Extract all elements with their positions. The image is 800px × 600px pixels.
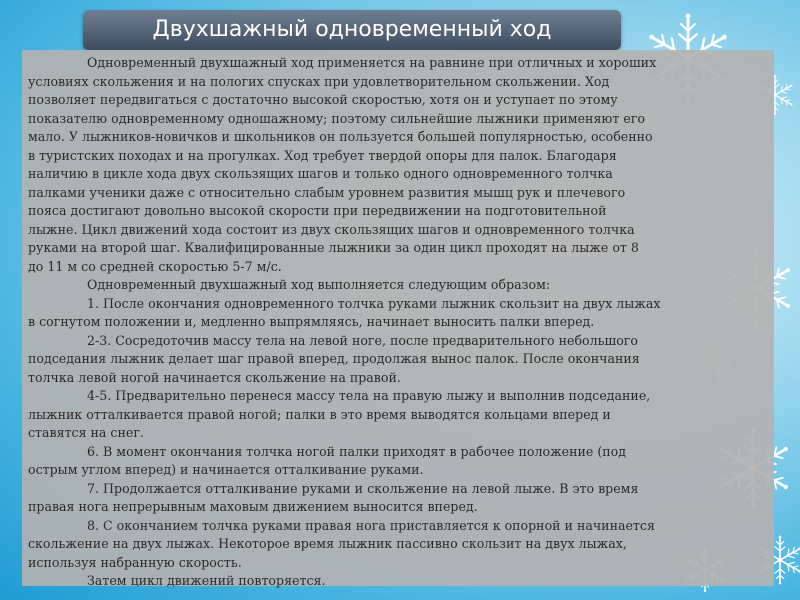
text-line: 4-5. Предварительно перенеся массу тела на правую лыжу и выполнив подседание, bbox=[87, 388, 651, 403]
text-line: лыжник отталкивается правой ногой; палки в это время выводятся кольцами вперед и bbox=[28, 407, 611, 422]
text-line: толчка левой ногой начинается скольжение на правой. bbox=[28, 370, 401, 385]
text-line: Одновременный двухшажный ход применяется на равнине при отличных и хороших bbox=[87, 55, 657, 70]
text-line: условиях скольжения и на пологих спусках при удовлетворительном скольжении. Ход bbox=[28, 74, 610, 89]
text-line: показателю одновременному одношажному; поэтому сильнейшие лыжники применяют его bbox=[28, 111, 645, 126]
text-line: подседания лыжник делает шаг правой вперед, продолжая вынос палок. После окончания bbox=[28, 351, 640, 366]
text-line: в согнутом положении и, медленно выпрямляясь, начинает выносить палки вперед. bbox=[28, 314, 595, 329]
text-line: руками на второй шаг. Квалифицированные лыжники за один цикл проходят на лыже от 8 bbox=[28, 240, 639, 255]
text-line: позволяет передвигаться с достаточно высокой скоростью, хотя он и уступает по этому bbox=[28, 92, 618, 107]
text-line: лыжне. Цикл движений хода состоит из двух скользящих шагов и одновременного толчка bbox=[28, 222, 635, 237]
text-line: палками ученики даже с относительно слабым уровнем развития мышц рук и плечевого bbox=[28, 185, 626, 200]
text-line: 7. Продолжается отталкивание руками и скольжение на левой лыже. В это время bbox=[87, 481, 639, 496]
text-line: ставятся на снег. bbox=[28, 425, 144, 440]
text-line: правая нога непрерывным маховым движением выносится вперед. bbox=[28, 499, 478, 514]
title-bar bbox=[83, 10, 621, 50]
text-line: Одновременный двухшажный ход выполняется следующим образом: bbox=[87, 277, 551, 292]
text-line: пояса достигают довольно высокой скорости при передвижении на подготовительной bbox=[28, 203, 607, 218]
text-line: Затем цикл движений повторяется. bbox=[87, 573, 326, 588]
text-line: 6. В момент окончания толчка ногой палки приходят в рабочее положение (под bbox=[87, 444, 626, 459]
slide-title: Двухшажный одновременный ход bbox=[152, 17, 552, 42]
text-line: в туристских походах и на прогулках. Ход требует твердой опоры для палок. Благодаря bbox=[28, 148, 617, 163]
text-line: 2-3. Сосредоточив массу тела на левой ноге, после предварительного небольшого bbox=[87, 333, 638, 348]
text-line: 1. После окончания одновременного толчка руками лыжник скользит на двух лыжах bbox=[87, 296, 661, 311]
text-line: 8. С окончанием толчка руками правая нога приставляется к опорной и начинается bbox=[87, 518, 655, 533]
text-line: используя набранную скорость. bbox=[28, 555, 242, 570]
text-line: мало. У лыжников-новичков и школьников он пользуется большей популярностью, особенно bbox=[28, 129, 653, 144]
text-line: до 11 м со средней скоростью 5-7 м/с. bbox=[28, 259, 282, 274]
text-line: острым углом вперед) и начинается отталкивание руками. bbox=[28, 462, 424, 477]
text-line: наличию в цикле хода двух скользящих шагов и только одного одновременного толчка bbox=[28, 166, 613, 181]
text-line: скольжение на двух лыжах. Некоторое время лыжник пассивно скользит на двух лыжах, bbox=[28, 536, 627, 551]
